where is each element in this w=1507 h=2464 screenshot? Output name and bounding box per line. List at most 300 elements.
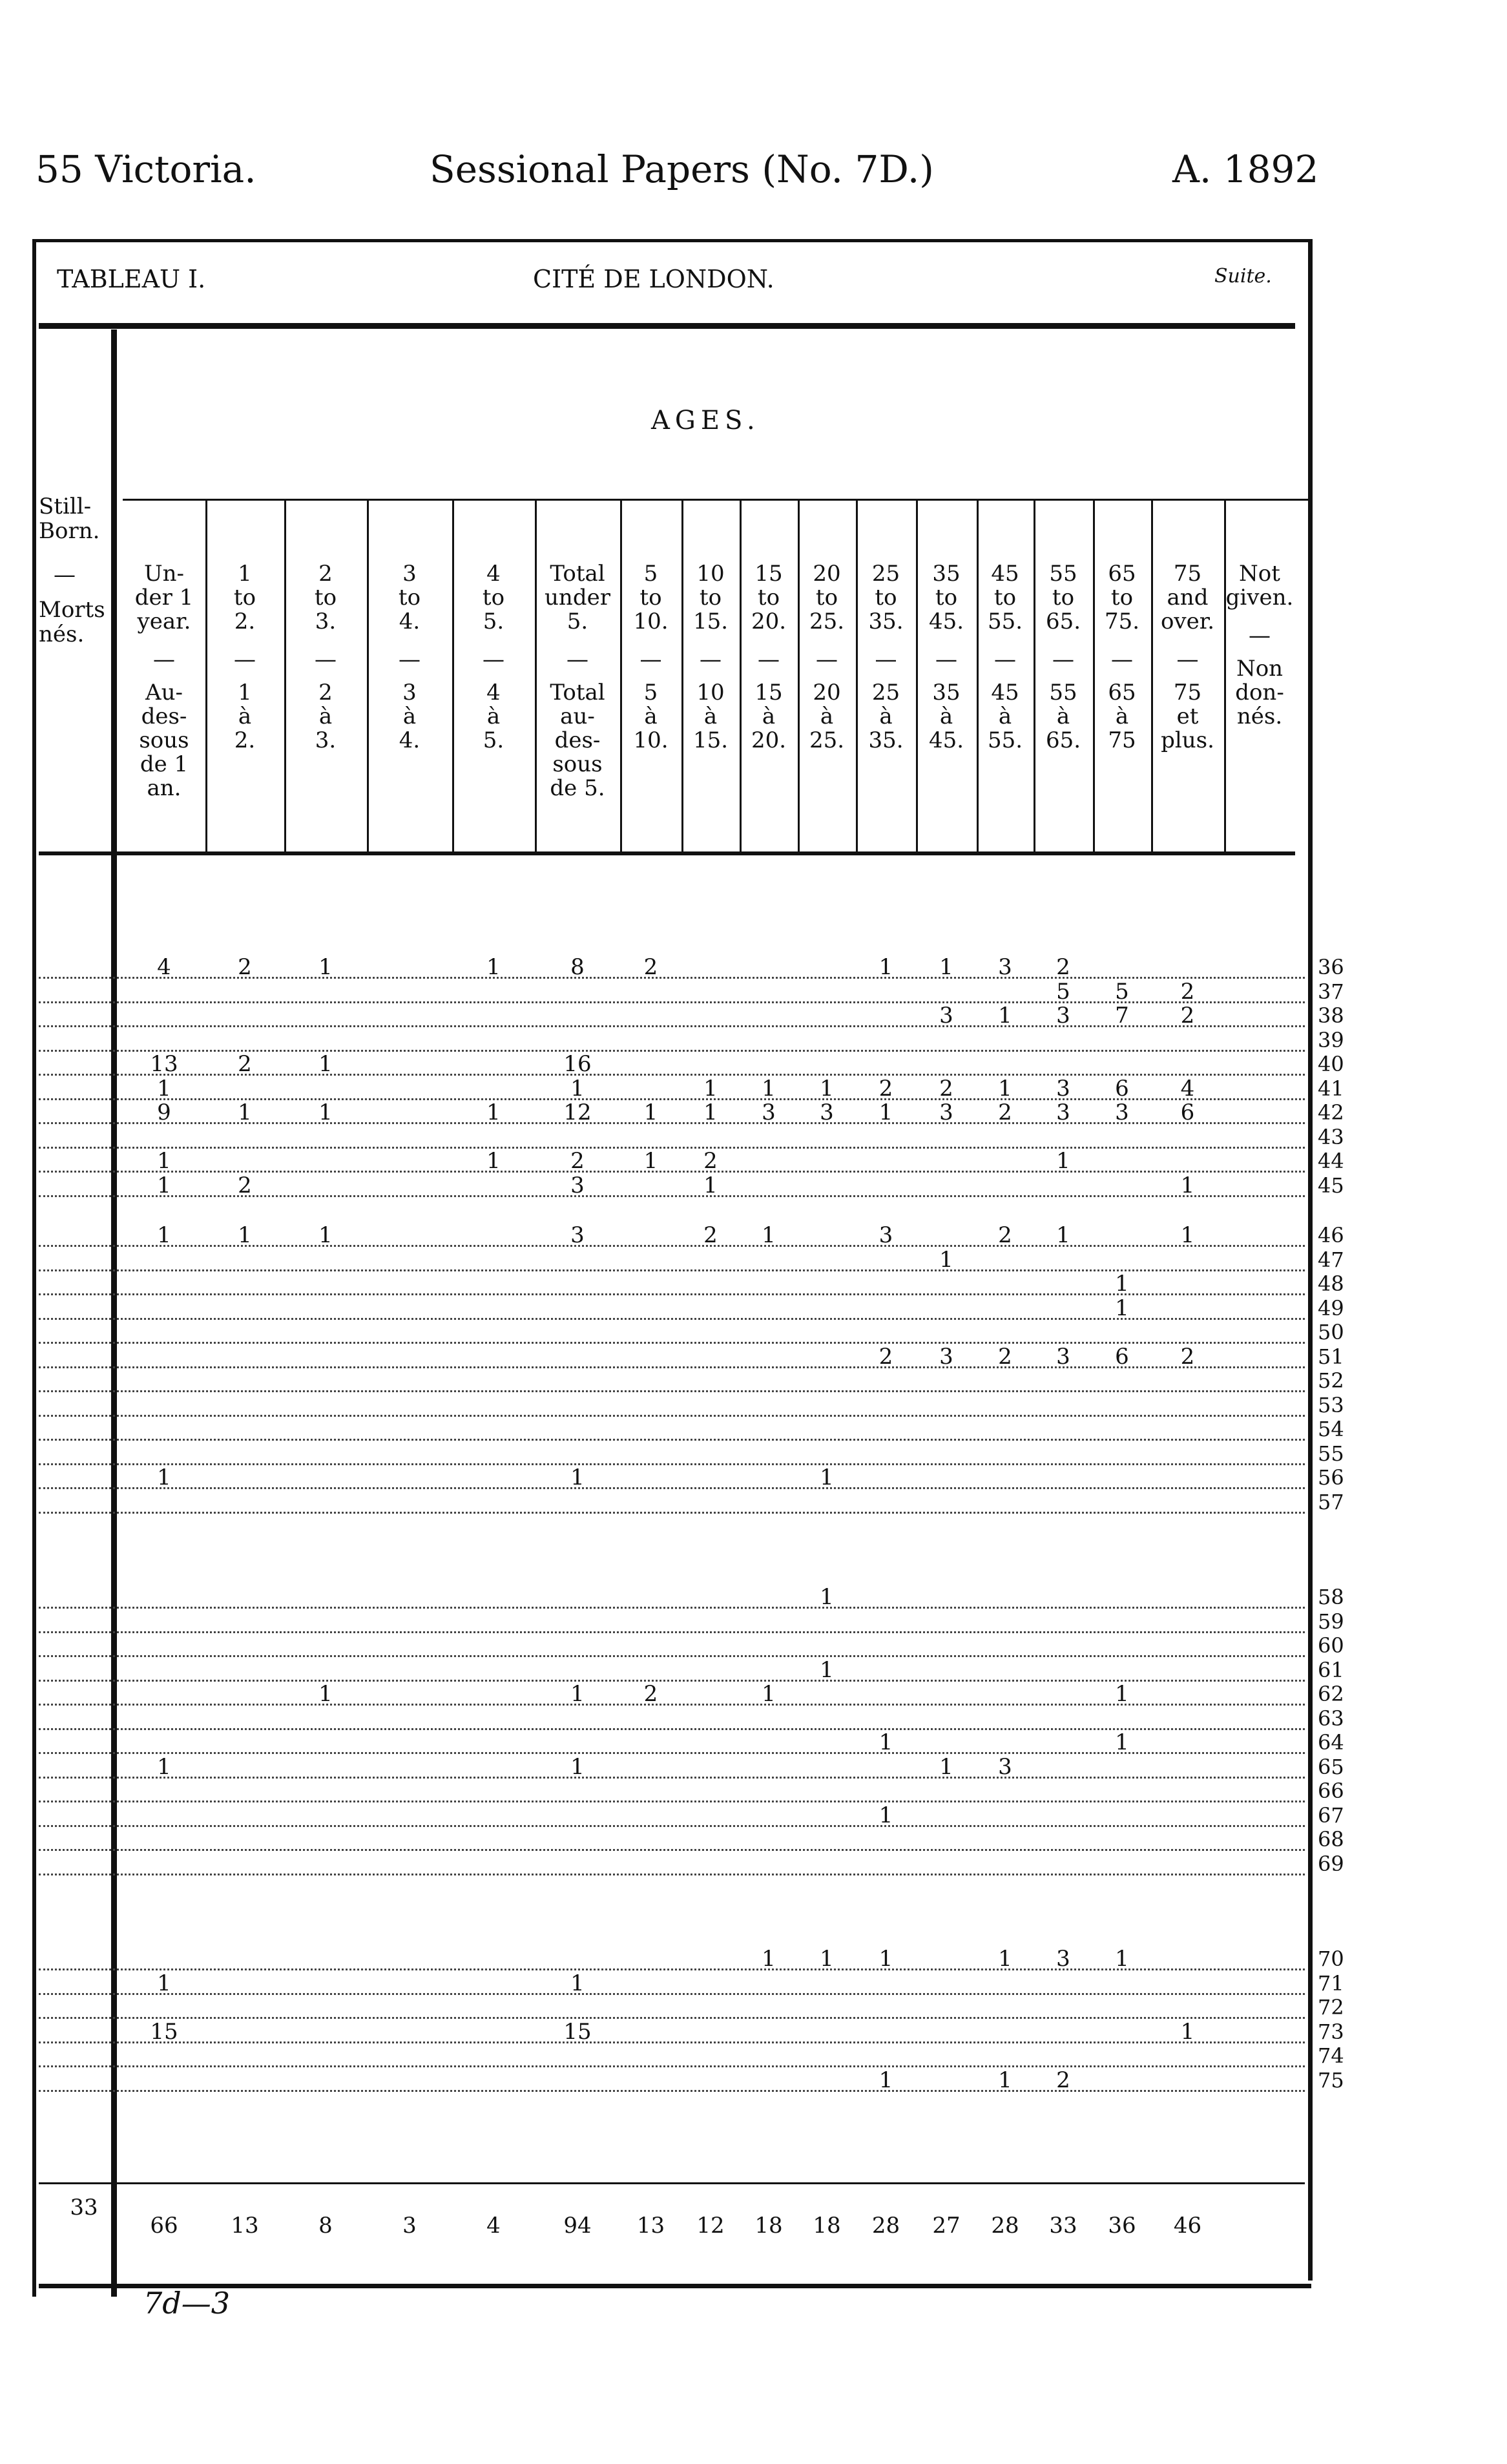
total-cell: 27 bbox=[932, 2213, 961, 2239]
column-header-fr-line: 10. bbox=[633, 727, 669, 753]
row-leader bbox=[39, 1050, 1305, 1052]
row-leader bbox=[39, 1777, 1305, 1779]
row-leader bbox=[39, 1439, 1305, 1441]
column-header-en-line: 20 bbox=[813, 561, 841, 587]
column-header bbox=[977, 562, 1034, 753]
table-cell: 1 bbox=[998, 1075, 1012, 1101]
column-header-en-line: 25 bbox=[871, 561, 900, 587]
table-cell: 1 bbox=[939, 954, 953, 980]
column-header-dash: — bbox=[153, 647, 175, 673]
column-header bbox=[740, 562, 798, 753]
column-header-en-line: 75 bbox=[1173, 561, 1202, 587]
column-header bbox=[681, 562, 740, 753]
row-number: 73 bbox=[1318, 2019, 1344, 2044]
column-header-en-line: given. bbox=[1225, 585, 1294, 611]
row-number: 53 bbox=[1318, 1392, 1344, 1417]
column-header-dash: — bbox=[234, 647, 256, 673]
column-header-en-line: 45. bbox=[928, 609, 964, 634]
column-header-fr-line: des- bbox=[141, 704, 187, 729]
column-header bbox=[284, 562, 367, 753]
table-cell: 1 bbox=[570, 1465, 585, 1490]
column-header-fr-line: 35. bbox=[868, 727, 904, 753]
table-cell: 1 bbox=[238, 1222, 252, 1248]
total-cell: 18 bbox=[813, 2213, 841, 2239]
table-cell: 2 bbox=[998, 1343, 1012, 1370]
column-header-fr-line: 65 bbox=[1108, 680, 1136, 705]
column-header-en-line: 4 bbox=[486, 561, 501, 587]
column-header-fr-line: 65. bbox=[1045, 727, 1081, 753]
table-cell: 1 bbox=[820, 1946, 834, 1972]
column-header bbox=[367, 562, 452, 753]
row-number: 43 bbox=[1318, 1124, 1344, 1149]
table-cell: 1 bbox=[939, 1753, 953, 1780]
table-cell: 6 bbox=[1115, 1075, 1129, 1101]
table-cell: 2 bbox=[238, 954, 252, 980]
column-header-dash: — bbox=[875, 647, 897, 673]
table-cell: 2 bbox=[570, 1148, 585, 1174]
column-header-dash: — bbox=[566, 647, 588, 673]
column-header-en-line: 55 bbox=[1049, 561, 1077, 587]
column-header-en-line: 4. bbox=[399, 609, 421, 634]
column-header-fr-line: à bbox=[879, 704, 893, 729]
column-header-en-line: 20. bbox=[751, 609, 787, 634]
column-header-en-line: 1 bbox=[238, 561, 252, 587]
column-header-en-line: 3 bbox=[402, 561, 417, 587]
column-header-fr-line: à bbox=[1056, 704, 1070, 729]
table-cell: 2 bbox=[1180, 1003, 1195, 1028]
row-leader bbox=[39, 1463, 1305, 1465]
column-header-dash: — bbox=[700, 647, 722, 673]
table-cell: 1 bbox=[820, 1075, 834, 1101]
row-number: 66 bbox=[1318, 1779, 1344, 1803]
total-cell: 8 bbox=[318, 2213, 333, 2239]
column-header bbox=[205, 562, 284, 753]
row-number: 49 bbox=[1318, 1295, 1344, 1321]
row-leader bbox=[39, 1801, 1305, 1802]
table-cell: 3 bbox=[1056, 1100, 1070, 1125]
table-cell: 1 bbox=[1180, 1172, 1195, 1198]
column-header-en-line: 10 bbox=[696, 561, 725, 587]
table-cell: 3 bbox=[939, 1003, 953, 1028]
table-cell: 1 bbox=[1115, 1271, 1129, 1297]
column-header-fr-line: 2 bbox=[318, 680, 333, 705]
table-cell: 1 bbox=[878, 2067, 893, 2093]
table-cell: 1 bbox=[318, 954, 333, 980]
table-label: TABLEAU I. bbox=[57, 265, 206, 293]
row-leader bbox=[39, 1147, 1305, 1149]
table-cell: 3 bbox=[570, 1172, 585, 1198]
column-header-dash: — bbox=[1249, 623, 1271, 649]
column-header bbox=[798, 562, 856, 753]
stub-header-fr-line1: Morts bbox=[39, 597, 105, 623]
row-leader bbox=[39, 1874, 1305, 1875]
table-cell: 1 bbox=[643, 1100, 658, 1125]
column-header-dash: — bbox=[639, 647, 662, 673]
table-cell: 1 bbox=[1115, 1729, 1129, 1755]
row-leader bbox=[39, 1390, 1305, 1392]
table-cell: 2 bbox=[878, 1075, 893, 1101]
column-header-en-line: 15. bbox=[692, 609, 729, 634]
row-number: 44 bbox=[1318, 1149, 1344, 1173]
total-cell: 28 bbox=[871, 2213, 900, 2239]
column-header-fr-line: 4 bbox=[486, 680, 501, 705]
ages-heading: AGES. bbox=[651, 406, 760, 435]
table-cell: 1 bbox=[570, 1681, 585, 1707]
column-header-fr-line: sous bbox=[139, 727, 189, 753]
table-cell: 2 bbox=[703, 1148, 718, 1174]
column-header-en-line: to bbox=[875, 585, 897, 611]
table-cell: 6 bbox=[1115, 1343, 1129, 1370]
running-head-left: 55 Victoria. bbox=[36, 147, 256, 191]
column-header-fr-line: 55 bbox=[1049, 680, 1077, 705]
column-header-en-line: 3. bbox=[315, 609, 337, 634]
column-header-dash: — bbox=[1176, 647, 1199, 673]
table-cell: 1 bbox=[486, 1100, 501, 1125]
column-header-fr-line: 75 bbox=[1108, 727, 1136, 753]
row-leader bbox=[39, 1607, 1305, 1609]
column-header bbox=[1151, 562, 1224, 753]
row-number: 58 bbox=[1318, 1585, 1344, 1609]
table-cell: 1 bbox=[570, 1753, 585, 1780]
table-cell: 8 bbox=[570, 954, 585, 980]
row-number: 41 bbox=[1318, 1076, 1344, 1101]
row-leader bbox=[39, 1415, 1305, 1417]
total-cell: 13 bbox=[231, 2213, 259, 2239]
table-cell: 13 bbox=[150, 1051, 178, 1077]
table-cell: 2 bbox=[1180, 1343, 1195, 1370]
stub-header bbox=[39, 494, 105, 647]
column-header-dash: — bbox=[935, 647, 957, 673]
column-header-en-line: 65 bbox=[1108, 561, 1136, 587]
total-stillborn: 33 bbox=[70, 2195, 98, 2220]
column-header-en-line: 5 bbox=[643, 561, 658, 587]
column-header-fr-line: à bbox=[486, 704, 501, 729]
row-leader bbox=[39, 1849, 1305, 1851]
column-header-fr-line: et bbox=[1176, 704, 1199, 729]
table-cell: 1 bbox=[157, 1075, 171, 1101]
column-header-en-line: Total bbox=[550, 561, 605, 587]
column-header-en-line: to bbox=[482, 585, 505, 611]
column-header-en-line: 25. bbox=[809, 609, 845, 634]
signature-mark: 7d—3 bbox=[143, 2286, 230, 2321]
column-header bbox=[1093, 562, 1151, 753]
column-header bbox=[916, 562, 977, 753]
column-header-fr-line: nés. bbox=[1236, 704, 1283, 729]
table-cell: 1 bbox=[1115, 1681, 1129, 1707]
column-header-en-line: to bbox=[935, 585, 958, 611]
column-header bbox=[452, 562, 535, 753]
table-cell: 1 bbox=[762, 1681, 776, 1707]
column-header-fr-line: 20 bbox=[813, 680, 841, 705]
column-header-fr-line: à bbox=[318, 704, 333, 729]
total-cell: 46 bbox=[1173, 2213, 1202, 2239]
table-cell: 1 bbox=[939, 1246, 953, 1273]
row-leader bbox=[39, 2065, 1305, 2067]
column-header-fr-line: à bbox=[1115, 704, 1129, 729]
table-cell: 1 bbox=[878, 1729, 893, 1755]
table-cell: 3 bbox=[1056, 1075, 1070, 1101]
row-leader bbox=[39, 1825, 1305, 1827]
row-number: 38 bbox=[1318, 1003, 1344, 1028]
table-cell: 1 bbox=[1180, 1222, 1195, 1248]
table-cell: 1 bbox=[486, 1148, 501, 1174]
column-header-en-line: 35 bbox=[932, 561, 961, 587]
row-leader bbox=[39, 1487, 1305, 1489]
table-cell: 1 bbox=[762, 1946, 776, 1972]
column-header-fr-line: 5. bbox=[483, 727, 504, 753]
row-leader bbox=[39, 2090, 1305, 2092]
table-cell: 3 bbox=[1115, 1100, 1129, 1125]
row-number: 39 bbox=[1318, 1027, 1344, 1052]
column-header-en-line: 75. bbox=[1104, 609, 1140, 634]
table-cell: 1 bbox=[703, 1100, 718, 1125]
table-cell: 2 bbox=[643, 954, 658, 980]
table-cell: 1 bbox=[486, 954, 501, 980]
column-header-en-line: der 1 bbox=[134, 585, 194, 611]
total-cell: 94 bbox=[563, 2213, 592, 2239]
table-cell: 2 bbox=[1056, 2067, 1070, 2093]
column-header-en-line: to bbox=[1052, 585, 1075, 611]
column-header-fr-line: à bbox=[998, 704, 1012, 729]
table-cell: 3 bbox=[1056, 1946, 1070, 1972]
table-cell: 1 bbox=[703, 1172, 718, 1198]
row-number: 45 bbox=[1318, 1173, 1344, 1198]
row-number: 56 bbox=[1318, 1465, 1344, 1490]
column-header-en-line: to bbox=[815, 585, 838, 611]
table-cell: 1 bbox=[318, 1100, 333, 1125]
row-number: 50 bbox=[1318, 1320, 1344, 1344]
column-header-fr-line: 5 bbox=[643, 680, 658, 705]
column-header-en-line: year. bbox=[137, 609, 191, 634]
total-cell: 12 bbox=[696, 2213, 725, 2239]
table-cell: 3 bbox=[998, 954, 1012, 980]
row-number: 62 bbox=[1318, 1682, 1344, 1706]
table-cell: 3 bbox=[878, 1222, 893, 1248]
column-header-en-line: to bbox=[398, 585, 421, 611]
column-header bbox=[1224, 562, 1295, 729]
column-header-fr-line: sous bbox=[552, 751, 603, 777]
column-header-fr-line: 1 bbox=[238, 680, 252, 705]
table-cell: 3 bbox=[1056, 1343, 1070, 1370]
column-header-fr-line: 35 bbox=[932, 680, 961, 705]
table-cell: 1 bbox=[157, 1465, 171, 1490]
table-cell: 1 bbox=[762, 1222, 776, 1248]
table-cell: 9 bbox=[157, 1100, 171, 1125]
column-header-fr-line: à bbox=[939, 704, 953, 729]
column-header-dash: — bbox=[483, 647, 504, 673]
table-cell: 3 bbox=[570, 1222, 585, 1248]
row-number: 57 bbox=[1318, 1489, 1344, 1514]
table-cell: 1 bbox=[820, 1656, 834, 1683]
table-cell: 1 bbox=[157, 1222, 171, 1248]
table-cell: 1 bbox=[878, 1946, 893, 1972]
stub-header-en-line2: Born. bbox=[39, 518, 100, 544]
column-header-dash: — bbox=[1111, 647, 1133, 673]
column-header-fr-line: 25 bbox=[871, 680, 900, 705]
table-cell: 2 bbox=[1180, 978, 1195, 1005]
row-number: 42 bbox=[1318, 1100, 1344, 1125]
column-header-fr-line: 3 bbox=[402, 680, 417, 705]
column-header-en-line: 55. bbox=[987, 609, 1023, 634]
table-cell: 3 bbox=[939, 1343, 953, 1370]
column-header bbox=[1034, 562, 1093, 753]
column-header-fr-line: 25. bbox=[809, 727, 845, 753]
row-number: 59 bbox=[1318, 1609, 1344, 1634]
table-cell: 3 bbox=[939, 1100, 953, 1125]
row-number: 40 bbox=[1318, 1052, 1344, 1076]
table-cell: 1 bbox=[998, 1946, 1012, 1972]
table-cell: 1 bbox=[318, 1681, 333, 1707]
table-cell: 1 bbox=[703, 1075, 718, 1101]
table-cell: 2 bbox=[878, 1343, 893, 1370]
column-header bbox=[535, 562, 620, 800]
stub-header-dash: — bbox=[54, 562, 76, 588]
table-cell: 1 bbox=[878, 954, 893, 980]
column-header-en-line: Un- bbox=[143, 561, 185, 587]
column-header-fr-line: 15 bbox=[754, 680, 783, 705]
column-header-dash: — bbox=[816, 647, 838, 673]
table-cell: 2 bbox=[703, 1222, 718, 1248]
table-cell: 16 bbox=[563, 1051, 592, 1077]
table-cell: 15 bbox=[563, 2018, 592, 2045]
column-header-en-line: to bbox=[314, 585, 337, 611]
table-cell: 1 bbox=[1115, 1295, 1129, 1321]
column-header-fr-line: plus. bbox=[1161, 727, 1214, 753]
table-cell: 4 bbox=[1180, 1075, 1195, 1101]
table-cell: 1 bbox=[998, 2067, 1012, 2093]
table-cell: 12 bbox=[563, 1100, 592, 1125]
row-number: 54 bbox=[1318, 1417, 1344, 1441]
column-header-fr-line: à bbox=[402, 704, 417, 729]
table-cell: 1 bbox=[318, 1222, 333, 1248]
column-header-fr-line: 20. bbox=[751, 727, 787, 753]
column-header-fr-line: 15. bbox=[692, 727, 729, 753]
column-header-fr-line: à bbox=[703, 704, 718, 729]
row-leader bbox=[39, 1631, 1305, 1633]
row-number: 69 bbox=[1318, 1851, 1344, 1876]
row-number: 64 bbox=[1318, 1730, 1344, 1755]
column-header-fr-line: de 5. bbox=[550, 775, 605, 801]
column-header-fr-line: 75 bbox=[1173, 680, 1202, 705]
table-cell: 2 bbox=[1056, 954, 1070, 980]
row-number: 74 bbox=[1318, 2043, 1344, 2068]
row-number: 47 bbox=[1318, 1247, 1344, 1272]
table-cell: 1 bbox=[878, 1802, 893, 1828]
row-number: 65 bbox=[1318, 1754, 1344, 1779]
running-head-right: A. 1892 bbox=[1172, 147, 1319, 191]
table-cell: 1 bbox=[157, 1753, 171, 1780]
row-number: 68 bbox=[1318, 1827, 1344, 1852]
row-leader bbox=[39, 2041, 1305, 2043]
row-number: 75 bbox=[1318, 2067, 1344, 2093]
column-header-en-line: to bbox=[1110, 585, 1134, 611]
table-cell: 1 bbox=[238, 1100, 252, 1125]
column-header-en-line: 15 bbox=[754, 561, 783, 587]
column-header-dash: — bbox=[315, 647, 337, 673]
table-cell: 2 bbox=[238, 1172, 252, 1198]
row-number: 55 bbox=[1318, 1441, 1344, 1466]
row-leader bbox=[39, 1655, 1305, 1657]
column-header-en-line: to bbox=[993, 585, 1017, 611]
table-cell: 1 bbox=[820, 1584, 834, 1610]
column-header-fr-line: des- bbox=[554, 727, 601, 753]
column-header-en-line: 45 bbox=[991, 561, 1019, 587]
table-cell: 1 bbox=[1056, 1222, 1070, 1248]
table-cell: 1 bbox=[157, 1172, 171, 1198]
column-header-fr-line: don- bbox=[1235, 680, 1284, 705]
table-cell: 5 bbox=[1056, 978, 1070, 1005]
column-header-fr-line: à bbox=[820, 704, 834, 729]
table-cell: 7 bbox=[1115, 1003, 1129, 1028]
column-header-en-line: 35. bbox=[868, 609, 904, 634]
running-head-center: Sessional Papers (No. 7D.) bbox=[430, 147, 934, 191]
column-header-fr-line: au- bbox=[560, 704, 595, 729]
table-cell: 1 bbox=[570, 1970, 585, 1996]
row-number: 52 bbox=[1318, 1368, 1344, 1393]
table-cell: 4 bbox=[157, 954, 171, 980]
row-number: 67 bbox=[1318, 1802, 1344, 1828]
stub-header-en-line1: Still- bbox=[39, 494, 92, 519]
table-cell: 3 bbox=[820, 1100, 834, 1125]
table-cell: 1 bbox=[318, 1051, 333, 1077]
row-number: 51 bbox=[1318, 1344, 1344, 1369]
table-cell: 2 bbox=[939, 1075, 953, 1101]
table-cell: 3 bbox=[1056, 1003, 1070, 1028]
column-header bbox=[123, 562, 205, 800]
column-header-fr-line: 55. bbox=[987, 727, 1023, 753]
total-cell: 36 bbox=[1108, 2213, 1136, 2239]
table-cell: 3 bbox=[998, 1753, 1012, 1780]
column-header bbox=[620, 562, 681, 753]
column-header-en-line: to bbox=[757, 585, 780, 611]
column-header-fr-line: à bbox=[762, 704, 776, 729]
column-header-en-line: to bbox=[233, 585, 256, 611]
table-cell: 5 bbox=[1115, 978, 1129, 1005]
table-cell: 1 bbox=[157, 1970, 171, 1996]
column-header-en-line: Not bbox=[1239, 561, 1280, 587]
table-cell: 1 bbox=[878, 1100, 893, 1125]
row-number: 61 bbox=[1318, 1657, 1344, 1682]
column-header-en-line: 10. bbox=[633, 609, 669, 634]
table-cell: 1 bbox=[570, 1075, 585, 1101]
column-header-fr-line: 45 bbox=[991, 680, 1019, 705]
row-number: 36 bbox=[1318, 955, 1344, 979]
total-cell: 18 bbox=[754, 2213, 783, 2239]
table-cell: 1 bbox=[157, 1148, 171, 1174]
column-header-en-line: 65. bbox=[1045, 609, 1081, 634]
total-cell: 66 bbox=[150, 2213, 178, 2239]
table-cell: 1 bbox=[998, 1003, 1012, 1028]
table-cell: 1 bbox=[820, 1465, 834, 1490]
column-header-en-line: 2. bbox=[234, 609, 256, 634]
column-header-en-line: 5. bbox=[566, 609, 588, 634]
column-header-en-line: to bbox=[639, 585, 662, 611]
column-header-dash: — bbox=[399, 647, 421, 673]
column-header-fr-line: à bbox=[238, 704, 252, 729]
column-header-fr-line: 45. bbox=[928, 727, 964, 753]
column-header-fr-line: Au- bbox=[145, 680, 183, 705]
column-header-fr-line: Total bbox=[550, 680, 605, 705]
table-cell: 2 bbox=[998, 1222, 1012, 1248]
total-cell: 4 bbox=[486, 2213, 501, 2239]
row-leader bbox=[39, 1512, 1305, 1514]
column-header-fr-line: 10 bbox=[696, 680, 725, 705]
table-cell: 1 bbox=[1056, 1148, 1070, 1174]
table-cell: 2 bbox=[998, 1100, 1012, 1125]
row-number: 71 bbox=[1318, 1970, 1344, 1996]
column-header-en-line: 5. bbox=[483, 609, 504, 634]
column-header-fr-line: Non bbox=[1236, 656, 1284, 682]
